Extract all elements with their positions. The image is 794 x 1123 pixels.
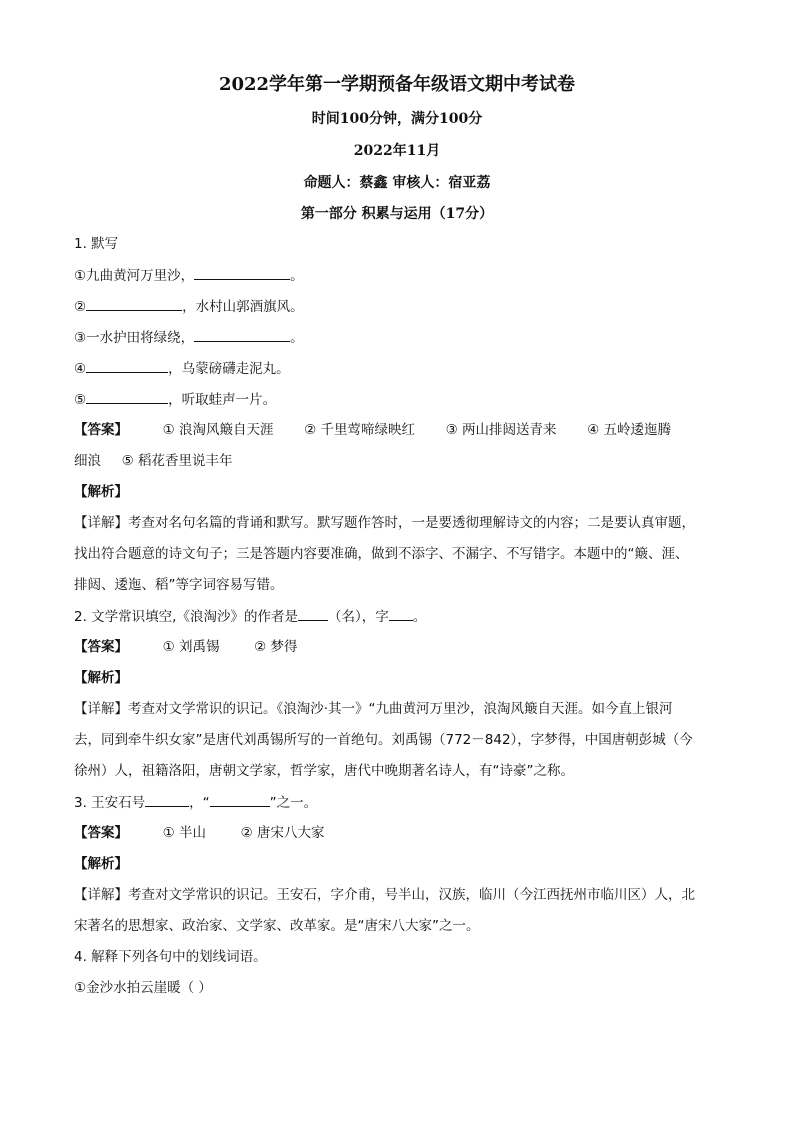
q3-stem-b: ，“: [189, 795, 210, 811]
q1-answer-row-2: [74, 451, 734, 471]
q2-detail-2: 去，同到牵牛织女家”是唐代刘禹锡所写的一首绝句。刘禹锡（772－842），字梦得，中国唐朝彭城（今: [74, 732, 693, 748]
q3-stem-c: ”之一。: [269, 795, 318, 811]
q2-stem-b: （名），字: [327, 609, 389, 625]
q1-answer-4-cont: 细浪: [74, 453, 101, 469]
q1-stem: 1. 默写: [74, 236, 119, 252]
exam-authors: 命题人：蔡鑫 审核人：宿亚荔: [303, 175, 491, 191]
q1-answer-1: ① 浪淘风簸自天涯: [162, 422, 274, 438]
q3-stem-a: 3. 王安石号: [74, 795, 146, 811]
q4-item-1: ①金沙水拍云崖暖（ ）: [74, 980, 212, 996]
q1-item-1: [74, 265, 734, 286]
q3-detail-1: 【详解】考查对文学常识的识记。王安石，字介甫，号半山，汉族，临川（今江西抚州市临川区）人，北: [74, 887, 695, 903]
exam-title: 2022学年第一学期预备年级语文期中考试卷: [218, 74, 576, 95]
analysis-tag: 【解析】: [74, 856, 128, 872]
answer-blank[interactable]: [210, 792, 270, 807]
analysis-tag: 【解析】: [74, 484, 128, 500]
q2-answer-1: ① 刘禹锡: [162, 639, 220, 655]
answer-blank[interactable]: [298, 606, 328, 621]
answer-blank[interactable]: [86, 296, 182, 311]
q1-item-4-text: ，乌蒙磅礴走泥丸。: [168, 361, 290, 377]
q1-item-3-end: 。: [290, 330, 304, 346]
q2-answer-row: [74, 637, 734, 657]
q1-answer-5: ⑤ 稻花香里说丰年: [121, 453, 233, 469]
q2-answer-2: ② 梦得: [254, 639, 298, 655]
q1-item-4: [74, 358, 734, 379]
analysis-tag: 【解析】: [74, 670, 128, 686]
q1-item-1-end: 。: [290, 268, 304, 284]
q2-detail-3: 徐州）人，祖籍洛阳，唐朝文学家，哲学家，唐代中晚期著名诗人，有“诗豪”之称。: [74, 763, 574, 779]
q3-answer-1: ① 半山: [162, 825, 206, 841]
q3-answer-row: [74, 823, 734, 843]
q3-detail-2: 宋著名的思想家、政治家、文学家、改革家。是“唐宋八大家”之一。: [74, 918, 480, 934]
q1-detail-2: 找出符合题意的诗文句子；三是答题内容要准确，做到不添字、不漏字、不写错字。本题中的“簸、涯、: [74, 546, 689, 562]
q1-item-5: [74, 389, 734, 410]
q4-stem: 4. 解释下列各句中的划线词语。: [74, 949, 267, 965]
q2-detail-1: 【详解】考查对文学常识的识记。《浪淘沙·其一》“九曲黄河万里沙，浪淘风簸自天涯。如今直上银河: [74, 701, 673, 717]
q1-item-2-text: ，水村山郭酒旗风。: [182, 299, 304, 315]
answer-blank[interactable]: [86, 358, 168, 373]
q2-stem: [74, 606, 734, 627]
q1-answer-4: ④ 五岭逶迤腾: [587, 422, 671, 438]
q1-answer-row: [74, 420, 734, 440]
answer-blank[interactable]: [86, 389, 168, 404]
answer-blank[interactable]: [389, 606, 413, 621]
answer-tag: 【答案】: [74, 422, 128, 438]
section-heading: 第一部分 积累与运用（17分）: [300, 206, 494, 222]
q1-item-3: [74, 327, 734, 348]
q1-item-2: [74, 296, 734, 317]
q1-detail-1: 【详解】考查对名句名篇的背诵和默写。默写题作答时，一是要透彻理解诗文的内容；二是要认真审题，: [74, 515, 695, 531]
q3-answer-2: ② 唐宋八大家: [240, 825, 325, 841]
q1-item-1-text: ①九曲黄河万里沙，: [74, 268, 195, 284]
q1-answer-3: ③ 两山排闼送青来: [445, 422, 557, 438]
q2-stem-c: 。: [412, 609, 427, 625]
q1-item-5-text: ，听取蛙声一片。: [168, 392, 277, 408]
answer-blank[interactable]: [194, 327, 290, 342]
q1-item-3-text: ③一水护田将绿绕，: [74, 330, 195, 346]
q2-stem-a: 2. 文学常识填空,《浪淘沙》的作者是: [74, 609, 298, 625]
q1-item-5-prefix: ⑤: [74, 392, 87, 408]
answer-blank[interactable]: [145, 792, 189, 807]
q1-item-4-prefix: ④: [74, 361, 87, 377]
q1-answer-2: ② 千里莺啼绿映红: [304, 422, 415, 438]
answer-tag: 【答案】: [74, 825, 128, 841]
exam-time-info: 时间100分钟，满分100分: [311, 111, 483, 127]
q1-detail-3: 排闼、逶迤、稻”等字词容易写错。: [74, 577, 284, 593]
q1-item-2-prefix: ②: [74, 299, 87, 315]
q3-stem: [74, 792, 734, 813]
answer-tag: 【答案】: [74, 639, 128, 655]
answer-blank[interactable]: [194, 265, 290, 280]
exam-date: 2022年11月: [353, 143, 441, 159]
